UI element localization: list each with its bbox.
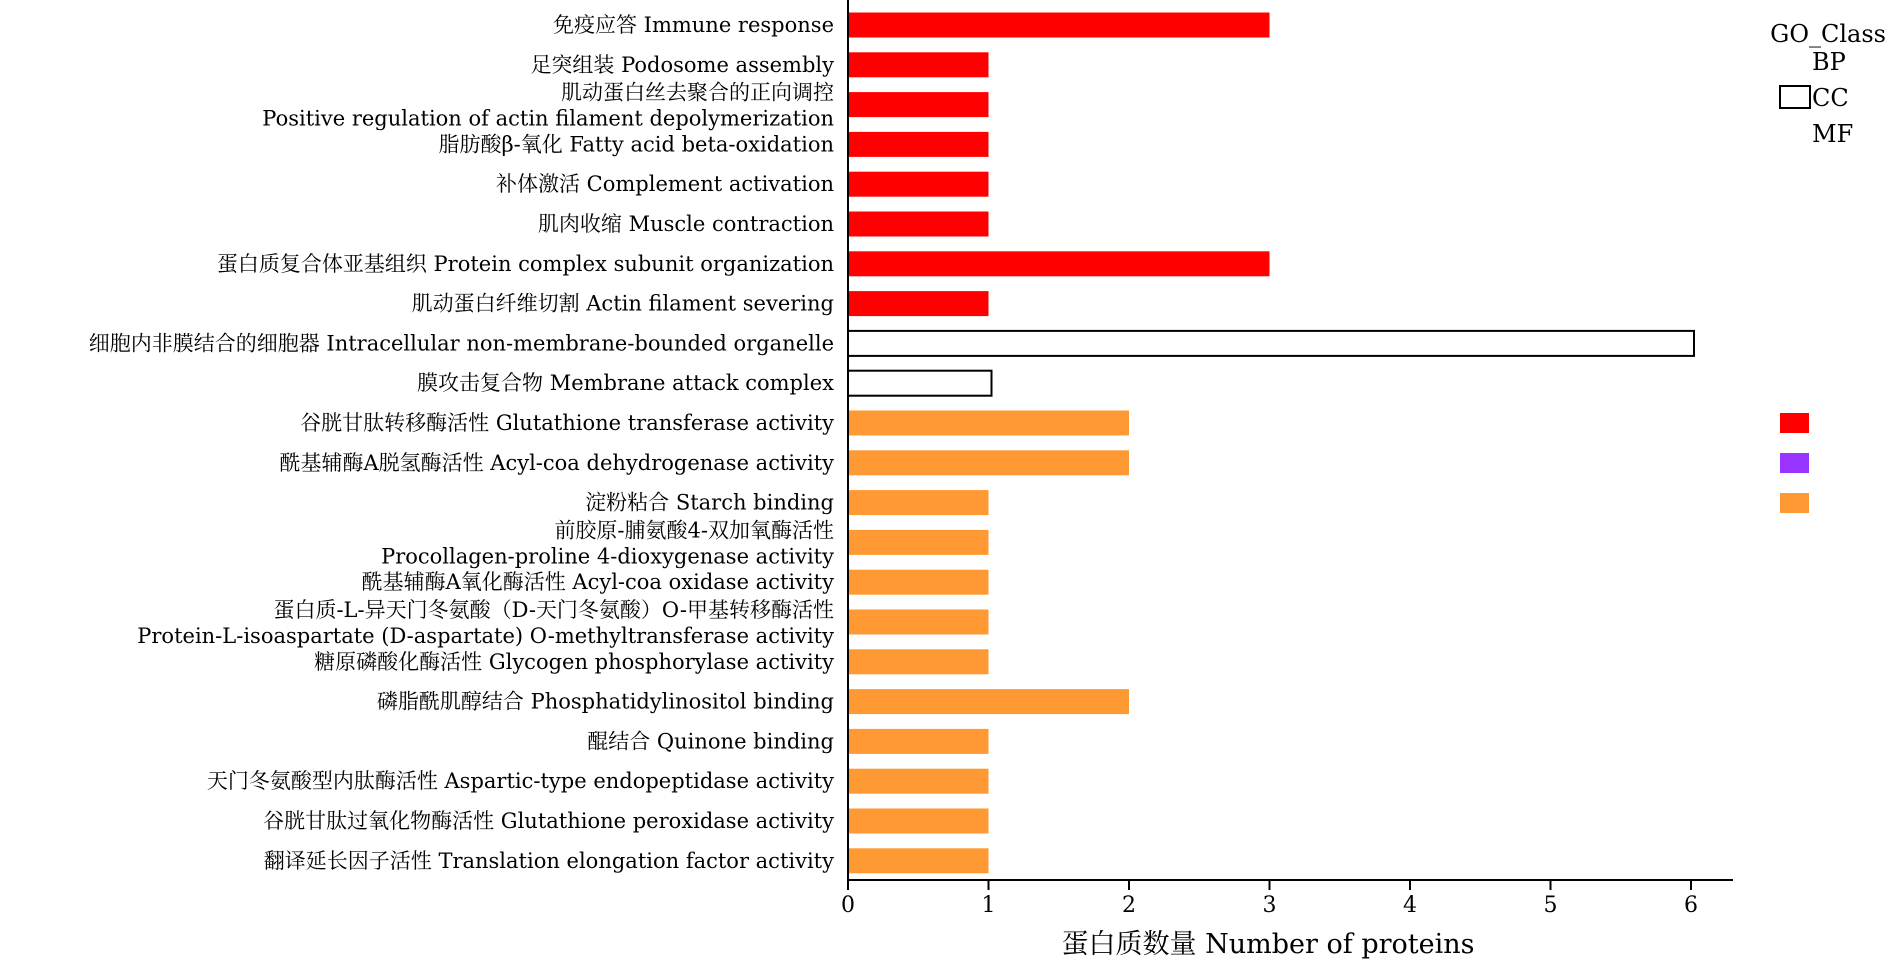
category-label-19: 醌结合 Quinone binding bbox=[587, 729, 834, 754]
legend-color-swatch-1 bbox=[1780, 413, 1809, 433]
x-ticks bbox=[841, 880, 1698, 918]
x-axis-label: 蛋白质数量 Number of proteins bbox=[1061, 929, 1475, 960]
bars-group bbox=[848, 13, 1694, 874]
x-tick-label-5: 5 bbox=[1543, 893, 1558, 918]
bar-7 bbox=[848, 251, 1270, 276]
bar-18 bbox=[848, 689, 1129, 714]
category-labels bbox=[89, 13, 834, 873]
bar-15 bbox=[848, 570, 989, 595]
category-label-18: 磷脂酰肌醇结合 Phosphatidylinositol binding bbox=[376, 689, 834, 714]
bar-13 bbox=[848, 490, 989, 515]
category-label-17: 糖原磷酸化酶活性 Glycogen phosphorylase activity bbox=[314, 649, 834, 674]
x-tick-label-1: 1 bbox=[981, 893, 996, 918]
bar-5 bbox=[848, 172, 989, 197]
category-label-3-line-1: 肌动蛋白丝去聚合的正向调控 bbox=[561, 80, 834, 105]
category-label-16-line-1: 蛋白质-L-异天门冬氨酸（D-天门冬氨酸）O-甲基转移酶活性 bbox=[273, 598, 834, 622]
bar-17 bbox=[848, 649, 989, 674]
category-label-7: 蛋白质复合体亚基组织 Protein complex subunit organization bbox=[216, 251, 834, 276]
category-label-14-line-2: Procollagen-proline 4-dioxygenase activity bbox=[381, 544, 834, 569]
category-label-20: 天门冬氨酸型内肽酶活性 Aspartic-type endopeptidase activity bbox=[206, 769, 834, 794]
category-label-10: 膜攻击复合物 Membrane attack complex bbox=[417, 371, 834, 396]
category-label-1: 免疫应答 Immune response bbox=[552, 13, 834, 37]
bar-10 bbox=[848, 371, 992, 396]
x-tick-label-3: 3 bbox=[1262, 893, 1277, 918]
legend bbox=[1770, 20, 1886, 513]
category-label-6: 肌肉收缩 Muscle contraction bbox=[537, 212, 834, 236]
category-label-12: 酰基辅酶A脱氢酶活性 Acyl-coa dehydrogenase activity bbox=[279, 450, 834, 475]
x-tick-label-4: 4 bbox=[1403, 893, 1417, 918]
bar-3 bbox=[848, 92, 989, 117]
legend-color-swatch-2 bbox=[1780, 453, 1809, 473]
bar-16 bbox=[848, 610, 989, 635]
bar-9 bbox=[848, 331, 1694, 356]
bar-14 bbox=[848, 530, 989, 555]
category-label-22: 翻译延长因子活性 Translation elongation factor activity bbox=[263, 848, 834, 873]
bar-1 bbox=[848, 13, 1270, 38]
category-label-2: 足突组装 Podosome assembly bbox=[530, 52, 834, 77]
category-label-8: 肌动蛋白纤维切割 Actin filament severing bbox=[411, 291, 834, 316]
category-label-13: 淀粉粘合 Starch binding bbox=[585, 490, 834, 515]
legend-swatch-cc bbox=[1780, 86, 1810, 108]
legend-label-cc: CC bbox=[1812, 84, 1849, 112]
category-label-16-line-2: Protein-L-isoaspartate (D-aspartate) O-methyltransferase activity bbox=[137, 624, 834, 648]
legend-label-bp: BP bbox=[1812, 48, 1846, 76]
category-label-5: 补体激活 Complement activation bbox=[495, 172, 834, 197]
bar-11 bbox=[848, 411, 1129, 436]
bar-6 bbox=[848, 212, 989, 237]
category-label-3-line-2: Positive regulation of actin filament depolymerization bbox=[262, 106, 834, 131]
x-tick-label-6: 6 bbox=[1684, 893, 1698, 918]
category-label-11: 谷胱甘肽转移酶活性 Glutathione transferase activity bbox=[300, 411, 834, 435]
bar-8 bbox=[848, 291, 989, 316]
bar-21 bbox=[848, 809, 989, 834]
x-tick-label-0: 0 bbox=[841, 893, 855, 918]
category-label-14-line-1: 前胶原-脯氨酸4-双加氧酶活性 bbox=[554, 518, 834, 543]
legend-title: GO_Class bbox=[1770, 20, 1886, 48]
bar-20 bbox=[848, 769, 989, 794]
x-tick-label-2: 2 bbox=[1122, 893, 1136, 918]
category-label-9: 细胞内非膜结合的细胞器 Intracellular non-membrane-bounded organelle bbox=[88, 331, 834, 356]
bar-19 bbox=[848, 729, 989, 754]
bar-4 bbox=[848, 132, 989, 157]
bar-2 bbox=[848, 52, 989, 77]
legend-label-mf: MF bbox=[1812, 120, 1854, 148]
category-label-4: 脂肪酸β-氧化 Fatty acid beta-oxidation bbox=[438, 132, 834, 157]
legend-color-swatch-3 bbox=[1780, 493, 1809, 513]
category-label-15: 酰基辅酶A氧化酶活性 Acyl-coa oxidase activity bbox=[361, 570, 834, 595]
bar-12 bbox=[848, 450, 1129, 475]
category-label-21: 谷胱甘肽过氧化物酶活性 Glutathione peroxidase activity bbox=[263, 809, 834, 833]
bar-22 bbox=[848, 848, 989, 873]
